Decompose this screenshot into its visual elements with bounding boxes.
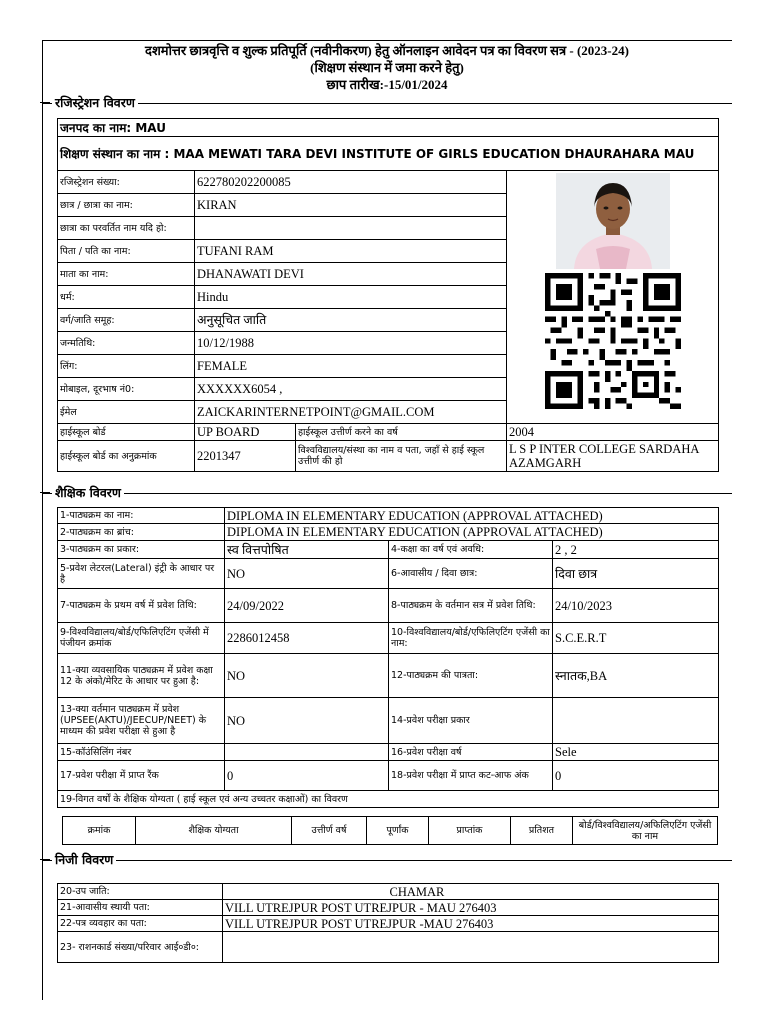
prev-col-obtained-marks: प्राप्तांक: [429, 817, 511, 845]
email-value: ZAICKARINTERNETPOINT@GMAIL.COM: [195, 401, 507, 424]
highschool-table: [57, 423, 719, 472]
registration-section-title: रजिस्ट्रेशन विवरण: [52, 95, 138, 111]
current-session-admission-value: 24/10/2023: [553, 589, 719, 623]
student-name-value: KIRAN: [195, 194, 507, 217]
changed-name-value: [195, 217, 507, 240]
merit-admission-label: 11-क्या व्यवसायिक पाठ्यक्रम में प्रवेश कक्षा 12 के अंको/मेरिट के आधार पर हुआ है:: [58, 654, 225, 698]
gender-value: FEMALE: [195, 355, 507, 378]
prev-col-pass-year: उत्तीर्ण वर्ष: [292, 817, 367, 845]
registration-number-label: रजिस्ट्रेशन संख्या:: [58, 171, 195, 194]
left-border: [42, 40, 43, 1000]
lateral-entry-value: NO: [225, 559, 389, 589]
qr-code: [516, 273, 710, 409]
ration-card-label: 23- राशनकार्ड संख्या/परिवार आई०डी०:: [58, 932, 223, 963]
course-name-value: DIPLOMA IN ELEMENTARY EDUCATION (APPROVAL ATTACHED): [225, 508, 719, 524]
counselling-number-value: [225, 744, 389, 761]
form-title: दशमोत्तर छात्रवृत्ति व शुल्क प्रतिपूर्ति (नवीनीकरण) हेतु ऑनलाइन आवेदन पत्र का विवरण सत्र - (2023-24): [145, 43, 629, 58]
academic-table: [57, 507, 719, 808]
personal-table: [57, 883, 719, 963]
gender-label: लिंग:: [58, 355, 195, 378]
registration-number-value: 622780202200085: [195, 171, 507, 194]
personal-section-title: निजी विवरण: [52, 852, 116, 868]
email-label: ईमेल: [58, 401, 195, 424]
entrance-rank-value: 0: [225, 761, 389, 791]
mother-name-value: DHANAWATI DEVI: [195, 263, 507, 286]
university-reg-value: 2286012458: [225, 623, 389, 654]
student-name-label: छात्र / छात्रा का नाम:: [58, 194, 195, 217]
hs-year-label: हाईस्कूल उत्तीर्ण करने का वर्ष: [296, 424, 507, 441]
entrance-admission-label: 13-क्या वर्तमान पाठ्यक्रम में प्रवेश (UPSEE(AKTU)/JEECUP/NEET) के माध्यम की प्रवेश परीक्षा से हुआ है: [58, 698, 225, 744]
dob-value: 10/12/1988: [195, 332, 507, 355]
previous-qualification-label: 19-विगत वर्षों के शैक्षिक योग्यता ( हाई स्कूल एवं अन्य उच्चतर कक्षाओं) का विवरण: [58, 791, 719, 808]
class-year-value: 2 , 2: [553, 541, 719, 559]
lateral-entry-label: 5-प्रवेश लेटरल(Lateral) इंट्री के आधार पर है: [58, 559, 225, 589]
application-form: [42, 40, 732, 1000]
mobile-label: मोबाइल, दूरभाष नं0:: [58, 378, 195, 401]
dob-label: जन्मतिथि:: [58, 332, 195, 355]
sub-caste-spacer: [223, 884, 388, 900]
father-name-label: पिता / पति का नाम:: [58, 240, 195, 263]
permanent-address-value: VILL UTREJPUR POST UTREJPUR - MAU 276403: [223, 900, 719, 916]
course-branch-label: 2-पाठ्यक्रम का ब्रांच:: [58, 524, 225, 541]
hs-board-value: UP BOARD: [195, 424, 296, 441]
entrance-rank-label: 17-प्रवेश परीक्षा में प्राप्त रैंक: [58, 761, 225, 791]
correspondence-address-label: 22-पत्र व्यवहार का पता:: [58, 916, 223, 932]
hs-school-label: विश्वविद्यालय/संस्था का नाम व पता, जहाँ से हाई स्कूल उत्तीर्ण की हो: [296, 441, 507, 472]
entrance-year-value: Sele: [553, 744, 719, 761]
correspondence-address-value: VILL UTREJPUR POST UTREJPUR -MAU 276403: [223, 916, 719, 932]
prev-col-qualification: शैक्षिक योग्यता: [136, 817, 292, 845]
first-year-admission-value: 24/09/2022: [225, 589, 389, 623]
father-name-value: TUFANI RAM: [195, 240, 507, 263]
personal-section: [42, 852, 732, 867]
religion-value: Hindu: [195, 286, 507, 309]
form-header: [42, 42, 732, 93]
course-name-label: 1-पाठ्यक्रम का नाम:: [58, 508, 225, 524]
course-type-value: स्व वित्तपोषित: [225, 541, 389, 559]
merit-admission-value: NO: [225, 654, 389, 698]
prev-col-percentage: प्रतिशत: [511, 817, 573, 845]
category-label: वर्ग/जाति समूह:: [58, 309, 195, 332]
hs-school-value: L S P INTER COLLEGE SARDAHA AZAMGARH: [507, 441, 719, 472]
sub-caste-label: 20-उप जाति:: [58, 884, 223, 900]
registration-table: [57, 118, 719, 424]
permanent-address-label: 21-आवासीय स्थायी पता:: [58, 900, 223, 916]
class-year-label: 4-कक्षा का वर्ष एवं अवधि:: [389, 541, 553, 559]
religion-label: धर्म:: [58, 286, 195, 309]
current-session-admission-label: 8-पाठ्यक्रम के वर्तमान सत्र में प्रवेश तिथि:: [389, 589, 553, 623]
mother-name-label: माता का नाम:: [58, 263, 195, 286]
form-subtitle: (शिक्षण संस्थान में जमा करने हेतु): [310, 60, 464, 75]
prev-col-serial: क्रमांक: [63, 817, 136, 845]
university-reg-label: 9-विश्वविद्यालय/बोर्ड/एफिलिएटिंग एजेंसी में पंजीयन क्रमांक: [58, 623, 225, 654]
eligibility-value: स्नातक,BA: [553, 654, 719, 698]
entrance-year-label: 16-प्रवेश परीक्षा वर्ष: [389, 744, 553, 761]
first-year-admission-label: 7-पाठ्यक्रम के प्रथम वर्ष में प्रवेश तिथि:: [58, 589, 225, 623]
prev-col-board: बोर्ड/विश्वविद्यालय/अफिलिएटिंग एजेंसी का नाम: [573, 817, 718, 845]
sub-caste-value: CHAMAR: [388, 884, 719, 900]
academic-section: [42, 485, 732, 500]
entrance-admission-value: NO: [225, 698, 389, 744]
hs-roll-label: हाईस्कूल बोर्ड का अनुक्रमांक: [58, 441, 195, 472]
academic-section-title: शैक्षिक विवरण: [52, 485, 124, 501]
hs-year-value: 2004: [507, 424, 719, 441]
prev-col-total-marks: पूर्णांक: [367, 817, 429, 845]
district-name: जनपद का नाम: MAU: [58, 119, 719, 137]
print-date: छाप तारीख:-15/01/2024: [326, 77, 448, 92]
institute-name: शिक्षण संस्थान का नाम : MAA MEWATI TARA DEVI INSTITUTE OF GIRLS EDUCATION DHAURAHARA MAU: [58, 137, 719, 171]
ration-card-value: [223, 932, 719, 963]
university-name-value: S.C.E.R.T: [553, 623, 719, 654]
photo-qr-cell: [507, 171, 719, 424]
changed-name-label: छात्रा का परवर्तित नाम यदि हो:: [58, 217, 195, 240]
eligibility-label: 12-पाठ्यक्रम की पात्रता:: [389, 654, 553, 698]
residential-value: दिवा छात्र: [553, 559, 719, 589]
entrance-type-label: 14-प्रवेश परीक्षा प्रकार: [389, 698, 553, 744]
category-value: अनुसूचित जाति: [195, 309, 507, 332]
previous-qualification-table: [62, 816, 718, 845]
student-photo: [556, 173, 670, 269]
counselling-number-label: 15-कॉउंसिलिंग नंबर: [58, 744, 225, 761]
top-border: [42, 40, 732, 41]
registration-section: [42, 95, 732, 110]
hs-board-label: हाईस्कूल बोर्ड: [58, 424, 195, 441]
entrance-type-value: [553, 698, 719, 744]
residential-label: 6-आवासीय / दिवा छात्र:: [389, 559, 553, 589]
cutoff-marks-label: 18-प्रवेश परीक्षा में प्राप्त कट-आफ अंक: [389, 761, 553, 791]
university-name-label: 10-विश्वविद्यालय/बोर्ड/एफिलिएटिंग एजेंसी का नाम:: [389, 623, 553, 654]
cutoff-marks-value: 0: [553, 761, 719, 791]
mobile-value: XXXXXX6054 ,: [195, 378, 507, 401]
hs-roll-value: 2201347: [195, 441, 296, 472]
course-branch-value: DIPLOMA IN ELEMENTARY EDUCATION (APPROVAL ATTACHED): [225, 524, 719, 541]
course-type-label: 3-पाठ्यक्रम का प्रकार:: [58, 541, 225, 559]
